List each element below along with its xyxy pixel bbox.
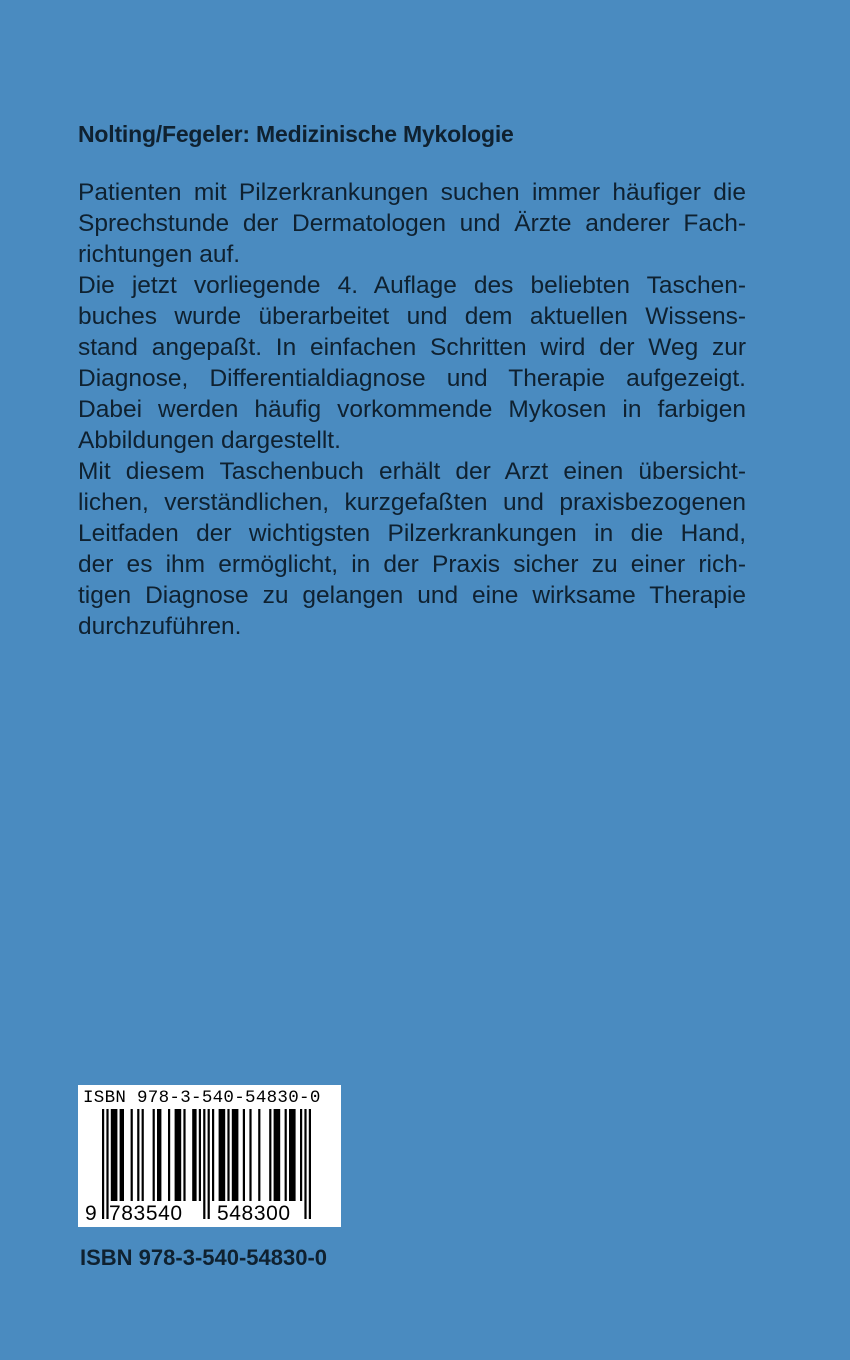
barcode-bar <box>227 1109 229 1201</box>
barcode-bar <box>219 1109 226 1201</box>
barcode-guard-bar <box>203 1109 205 1219</box>
barcode-guard-bar <box>208 1109 210 1219</box>
blurb-line: Diagnose, Differentialdiagnose und Therapie aufgezeigt. <box>78 365 746 392</box>
blurb-line: Die jetzt vorliegende 4. Auflage des beliebten Taschen- <box>78 272 746 299</box>
barcode-bar <box>232 1109 239 1201</box>
blurb-line: stand angepaßt. In einfachen Schritten wird der Weg zur <box>78 334 746 361</box>
barcode-bar <box>199 1109 201 1201</box>
barcode-bar <box>137 1109 139 1201</box>
blurb-line: tigen Diagnose zu gelangen und eine wirksame Therapie <box>78 582 746 609</box>
barcode-bar <box>168 1109 170 1201</box>
barcode-digits-right: 548300 <box>217 1202 291 1225</box>
barcode-bar <box>157 1109 161 1201</box>
blurb-line: Patienten mit Pilzerkrankungen suchen immer häufiger die <box>78 179 746 206</box>
barcode-bar <box>142 1109 144 1201</box>
barcode-bar <box>120 1109 124 1201</box>
blurb-line: lichen, verständlichen, kurzgefaßten und praxisbezogenen <box>78 489 746 516</box>
barcode-bar <box>192 1109 196 1201</box>
barcode-bar <box>269 1109 271 1201</box>
blurb-line: Sprechstunde der Dermatologen und Ärzte anderer Fach- <box>78 210 746 237</box>
isbn-text: ISBN 978-3-540-54830-0 <box>80 1245 328 1270</box>
barcode-guard-bar <box>102 1109 104 1219</box>
barcode-bar <box>175 1109 182 1201</box>
barcode-bar <box>183 1109 185 1201</box>
blurb-line: richtungen auf. <box>78 241 241 268</box>
barcode-bar <box>212 1109 214 1201</box>
blurb-line: Dabei werden häufig vorkommende Mykosen in farbigen <box>78 396 746 423</box>
blurb-line: Abbildungen dargestellt. <box>78 427 341 454</box>
blurb-line: Mit diesem Taschenbuch erhält der Arzt einen übersicht- <box>78 458 746 485</box>
book-title: Nolting/Fegeler: Medizinische Mykologie <box>78 121 514 147</box>
barcode-bar <box>274 1109 281 1201</box>
barcode-bar <box>258 1109 260 1201</box>
barcode-isbn-label: ISBN 978-3-540-54830-0 <box>83 1088 321 1108</box>
blurb-line: der es ihm ermöglicht, in der Praxis sicher zu einer rich- <box>78 551 746 578</box>
barcode-bar <box>111 1109 118 1201</box>
barcode-bar <box>300 1109 302 1201</box>
barcode-bar <box>289 1109 296 1201</box>
barcode-bar <box>131 1109 133 1201</box>
blurb-line: durchzuführen. <box>78 613 242 640</box>
blurb <box>78 177 746 642</box>
barcode-bar <box>243 1109 245 1201</box>
blurb-line: Leitfaden der wichtigsten Pilzerkrankungen in die Hand, <box>78 520 746 547</box>
barcode-bar <box>249 1109 251 1201</box>
barcode <box>78 1085 341 1227</box>
barcode-bar <box>285 1109 287 1201</box>
barcode-digits-left: 783540 <box>109 1202 183 1225</box>
barcode-guard-bar <box>304 1109 306 1219</box>
barcode-guard-bar <box>309 1109 311 1219</box>
barcode-bar <box>153 1109 155 1201</box>
barcode-digit-first: 9 <box>85 1202 97 1225</box>
blurb-line: buches wurde überarbeitet und dem aktuellen Wissens- <box>78 303 746 330</box>
